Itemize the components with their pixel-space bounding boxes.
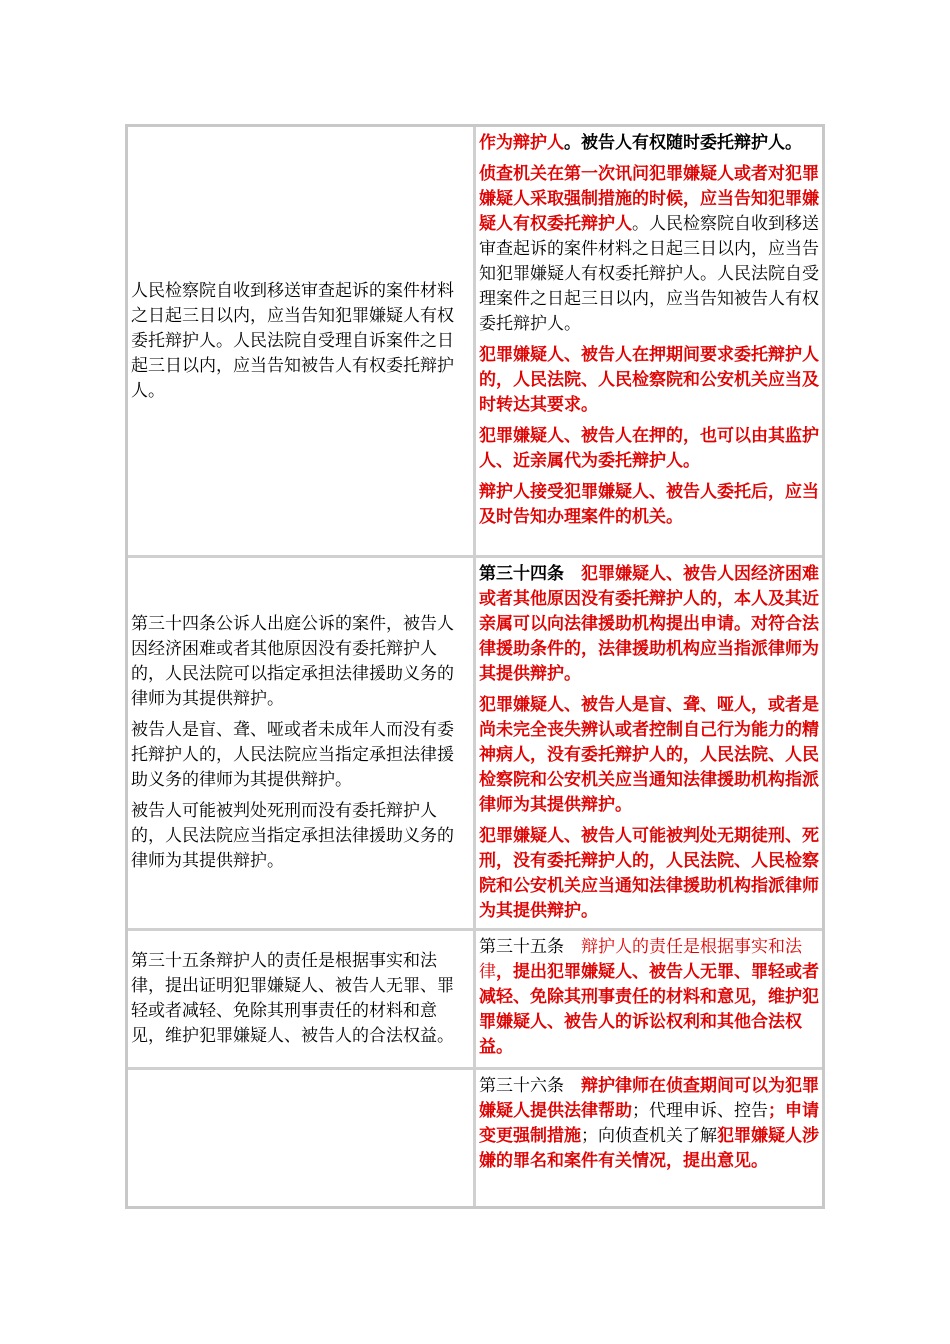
old-law-paragraph: 被告人可能被判处死刑而没有委托辩护人的，人民法院应当指定承担法律援助义务的律师为其提供辩护。 [131,801,454,871]
article-number: 第三十五条 [479,937,564,957]
new-law-paragraph: 辩护人接受犯罪嫌疑人、被告人委托后，应当及时告知办理案件的机关。 [479,482,819,527]
new-law-paragraph: 犯罪嫌疑人、被告人在押期间要求委托辩护人的，人民法院、人民检察院和公安机关应当及时转达其要求。 [479,345,819,415]
old-law-paragraph: 第三十五条辩护人的责任是根据事实和法律，提出证明犯罪嫌疑人、被告人无罪、罪轻或者减轻、免除其刑事责任的材料和意见，维护犯罪嫌疑人、被告人的合法权益。 [131,951,454,1046]
old-law-paragraph: 人民检察院自收到移送审查起诉的案件材料之日起三日以内，应当告知犯罪嫌疑人有权委托辩护人。人民法院自受理自诉案件之日起三日以内，应当告知被告人有权委托辩护人。 [131,280,454,401]
old-law-cell [128,127,476,555]
new-law-paragraph: 犯罪嫌疑人、被告人在押的，也可以由其监护人、近亲属代为委托辩护人。 [479,426,819,471]
new-law-cell [476,558,822,928]
new-law-paragraph: 犯罪嫌疑人、被告人是盲、聋、哑人，或者是尚未完全丧失辨认或者控制自己行为能力的精神病人，没有委托辩护人的，人民法院、人民检察院和公安机关应当通知法律援助机构指派律师为其提供辩护。 [479,695,819,815]
new-law-paragraph: 侦查机关在第一次讯问犯罪嫌疑人或者对犯罪嫌疑人采取强制措施的时候，应当告知犯罪嫌疑人有权委托辩护人。人民检察院自收到移送审查起诉的案件材料之日起三日以内，应当告知犯罪嫌疑人有权委托辩护人。人民法院自受理案件之日起三日以内，应当告知被告人有权委托辩护人。 [479,164,819,334]
old-law-paragraph: 被告人是盲、聋、哑或者未成年人而没有委托辩护人的，人民法院应当指定承担法律援助义务的律师为其提供辩护。 [131,720,454,790]
table-row [128,1070,822,1206]
table-row [128,558,822,931]
old-law-paragraph: 第三十四条公诉人出庭公诉的案件，被告人因经济困难或者其他原因没有委托辩护人的，人民法院可以指定承担法律援助义务的律师为其提供辩护。 [131,614,454,709]
new-law-paragraph: 第三十五条 辩护人的责任是根据事实和法律，提出犯罪嫌疑人、被告人无罪、罪轻或者减轻、免除其刑事责任的材料和意见，维护犯罪嫌疑人、被告人的诉讼权利和其他合法权益。 [479,937,819,1057]
new-law-cell [476,127,822,555]
new-law-cell [476,931,822,1067]
new-law-cell [476,1070,822,1206]
table-row [128,127,822,558]
old-law-cell [128,931,476,1067]
new-law-paragraph: 作为辩护人。被告人有权随时委托辩护人。 [479,133,802,153]
table-row [128,931,822,1070]
new-law-paragraph: 第三十四条 犯罪嫌疑人、被告人因经济困难或者其他原因没有委托辩护人的，本人及其近亲属可以向法律援助机构提出申请。对符合法律援助条件的，法律援助机构应当指派律师为其提供辩护。 [479,564,819,684]
article-number: 第三十四条 [479,564,564,584]
new-law-paragraph: 第三十六条 辩护律师在侦查期间可以为犯罪嫌疑人提供法律帮助；代理申诉、控告；申请变更强制措施；向侦查机关了解犯罪嫌疑人涉嫌的罪名和案件有关情况，提出意见。 [479,1076,819,1171]
comparison-table [125,124,825,1209]
old-law-cell-empty [128,1070,476,1206]
old-law-cell [128,558,476,928]
article-number: 第三十六条 [479,1076,564,1096]
new-law-paragraph: 犯罪嫌疑人、被告人可能被判处无期徒刑、死刑，没有委托辩护人的，人民法院、人民检察院和公安机关应当通知法律援助机构指派律师为其提供辩护。 [479,826,819,921]
